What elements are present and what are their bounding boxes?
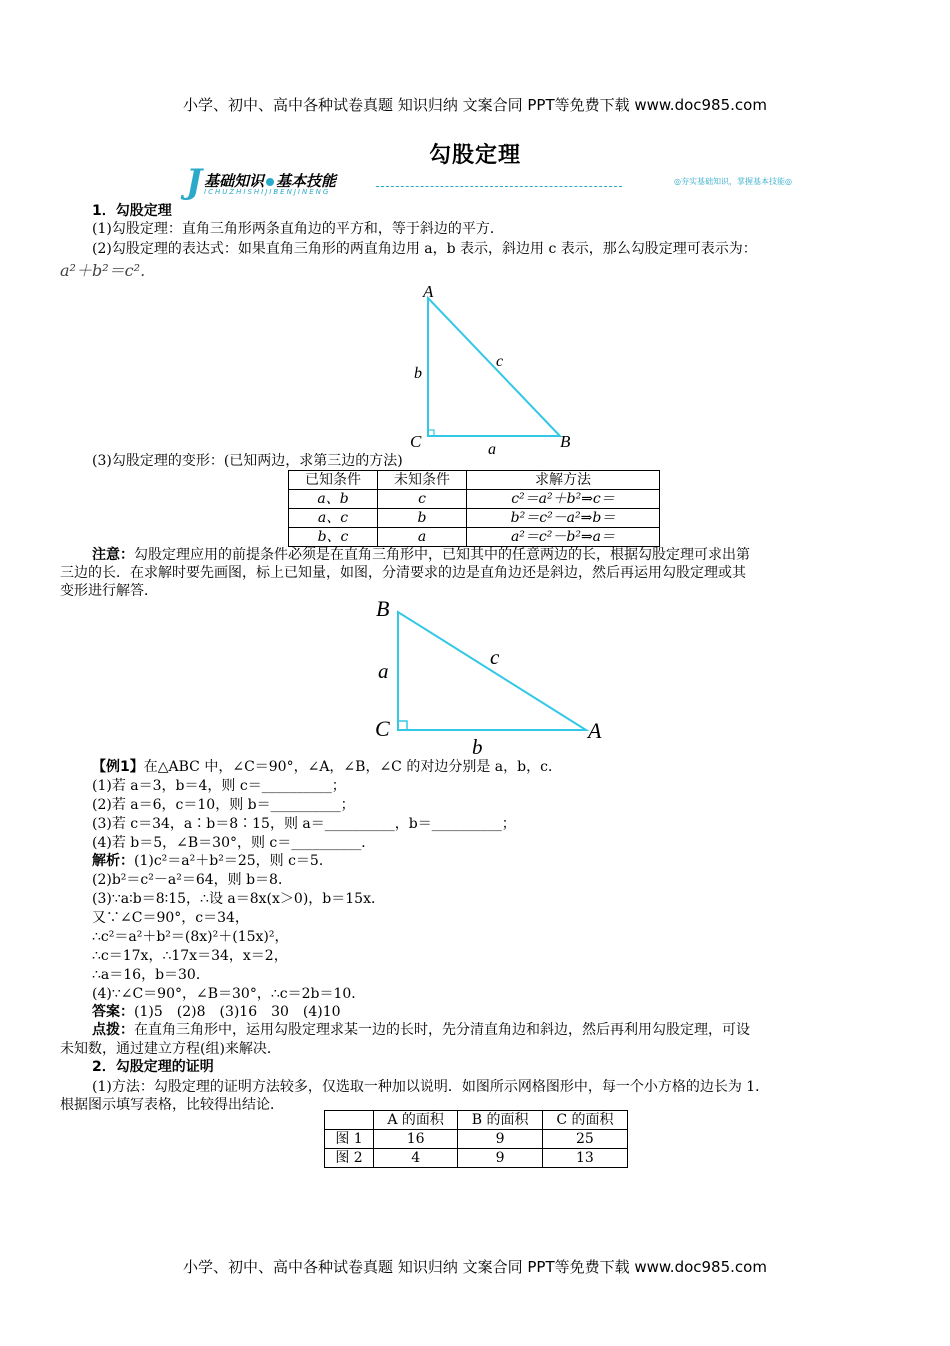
example-stem: 在△ABC 中，∠C＝90°，∠A，∠B，∠C 的对边分别是 a，b，c． xyxy=(143,759,562,775)
section2-line1: (1)方法：勾股定理的证明方法较多，仅选取一种加以说明．如图所示网格图形中，每一个小方格的边长为 1． xyxy=(92,1079,770,1095)
section1-heading: 1．勾股定理 xyxy=(92,203,172,219)
analysis-s2: (2)b²＝c²－a²＝64，则 b＝8． xyxy=(92,872,292,888)
table-cell: 16 xyxy=(374,1130,458,1149)
answer-label: 答案： xyxy=(92,1004,134,1020)
table-cell: c xyxy=(378,490,467,509)
table-header-cell: A 的面积 xyxy=(374,1111,458,1130)
table-cell: 4 xyxy=(374,1149,458,1168)
table-cell: 25 xyxy=(542,1130,627,1149)
table-header-cell: C 的面积 xyxy=(542,1111,627,1130)
table-row xyxy=(289,490,660,509)
note-line3: 变形进行解答． xyxy=(60,583,158,599)
table-header-row xyxy=(325,1111,628,1130)
tip-text: 在直角三角形中，运用勾股定理求某一边的长时，先分清直角边和斜边，然后再利用勾股定理，可设 xyxy=(134,1022,750,1038)
note-line2: 三边的长．在求解时要先画图，标上已知量，如图，分清要求的边是直角边还是斜边，然后再运用勾股定理或其 xyxy=(60,565,746,581)
fig2-label-c: c xyxy=(490,645,500,669)
example-q3: (3)若 c＝34，a∶b＝8∶15，则 a＝__________，b＝__________； xyxy=(92,816,516,832)
table-row xyxy=(325,1130,628,1149)
banner-divider xyxy=(376,186,622,187)
fig2-label-b: b xyxy=(472,735,483,759)
analysis-s1: (1)c²＝a²＋b²＝25，则 c＝5． xyxy=(134,853,333,869)
table-cell: 9 xyxy=(458,1130,543,1149)
table-header-cell: 求解方法 xyxy=(467,471,660,490)
fig1-label-c: c xyxy=(496,353,504,370)
section2-heading: 2．勾股定理的证明 xyxy=(92,1059,214,1075)
analysis-s6: ∴c＝17x，∴17x＝34，x＝2， xyxy=(92,948,288,964)
fig1-label-B: B xyxy=(560,432,571,451)
section1-line1: (1)勾股定理：直角三角形两条直角边的平方和，等于斜边的平方． xyxy=(92,221,504,237)
table-cell: b、c xyxy=(289,528,378,547)
example-q1: (1)若 a＝3，b＝4，则 c＝__________； xyxy=(92,778,346,794)
triangle-1-shape xyxy=(428,298,560,436)
fig1-label-C: C xyxy=(410,432,422,451)
answer-text: (1)5 (2)8 (3)16 30 (4)10 xyxy=(134,1004,341,1020)
table-row xyxy=(289,509,660,528)
table-cell: 图 1 xyxy=(325,1130,374,1149)
variation-table xyxy=(288,470,660,547)
section1-line2: (2)勾股定理的表达式：如果直角三角形的两直角边用 a，b 表示，斜边用 c 表示，那么勾股定理可表示为： xyxy=(92,241,757,257)
table-cell: a、c xyxy=(289,509,378,528)
banner-dot-icon xyxy=(266,178,274,186)
right-angle-marker-2 xyxy=(398,721,407,730)
page-header: 小学、初中、高中各种试卷真题 知识归纳 文案合同 PPT等免费下载 www.doc985.com xyxy=(183,96,767,114)
section-banner xyxy=(186,162,792,202)
banner-title-left: 基础知识 xyxy=(204,172,265,190)
fig2-label-a: a xyxy=(378,659,389,683)
analysis-s8: (4)∵∠C＝90°，∠B＝30°，∴c＝2b＝10． xyxy=(92,986,366,1002)
table-header-cell: 未知条件 xyxy=(378,471,467,490)
table-cell: a²＝c²－b²⇒a＝ xyxy=(467,528,660,547)
pythagoras-formula: a²＋b²＝c²． xyxy=(60,261,156,280)
tip-label: 点拨： xyxy=(92,1022,134,1038)
analysis-s7: ∴a＝16，b＝30． xyxy=(92,967,210,983)
fig2-label-C: C xyxy=(375,716,390,741)
example-q2: (2)若 a＝6，c＝10，则 b＝__________； xyxy=(92,797,355,813)
table-header-cell: 已知条件 xyxy=(289,471,378,490)
tip-line1 xyxy=(92,1021,750,1039)
analysis-label: 解析： xyxy=(92,853,134,869)
table-cell: 图 2 xyxy=(325,1149,374,1168)
note-line1 xyxy=(92,546,750,564)
page-title: 勾股定理 xyxy=(428,143,521,168)
tip-line2: 未知数，通过建立方程(组)来解决． xyxy=(60,1041,281,1057)
analysis-s5: ∴c²＝a²＋b²＝(8x)²＋(15x)²， xyxy=(92,929,289,945)
table-cell: a xyxy=(378,528,467,547)
note-text: 勾股定理应用的前提条件必须是在直角三角形中，已知其中的任意两边的长，根据勾股定理可求出第 xyxy=(134,547,750,563)
page-footer: 小学、初中、高中各种试卷真题 知识归纳 文案合同 PPT等免费下载 www.doc985.com xyxy=(183,1258,767,1276)
table-row xyxy=(289,528,660,547)
banner-subtitle: ICHUZHISHIJIBENJINENG xyxy=(204,188,331,196)
triangle-2-shape xyxy=(398,612,586,730)
banner-title-right: 基本技能 xyxy=(276,172,337,190)
analysis-s3: (3)∵a∶b＝8∶15，∴设 a＝8x(x＞0)，b＝15x． xyxy=(92,891,385,907)
answer-line xyxy=(92,1003,341,1021)
table-cell: a、b xyxy=(289,490,378,509)
note-label: 注意： xyxy=(92,547,134,563)
triangle-figure-2 xyxy=(370,594,620,760)
analysis-s4: 又∵∠C＝90°，c＝34， xyxy=(92,910,249,926)
table-header-cell xyxy=(325,1111,374,1130)
table-cell: 13 xyxy=(542,1149,627,1168)
banner-logo: J xyxy=(186,162,203,202)
fig1-label-b: b xyxy=(414,365,422,382)
section2-line2: 根据图示填写表格，比较得出结论． xyxy=(60,1097,284,1113)
table-header-row xyxy=(289,471,660,490)
analysis-line1 xyxy=(92,852,333,870)
example-q4: (4)若 b＝5，∠B＝30°，则 c＝__________． xyxy=(92,835,376,851)
table-cell: 9 xyxy=(458,1149,543,1168)
section1-line3: (3)勾股定理的变形：(已知两边，求第三边的方法) xyxy=(92,453,403,469)
table-header-cell: B 的面积 xyxy=(458,1111,543,1130)
example-label: 【例1】 xyxy=(92,759,144,775)
fig1-label-A: A xyxy=(423,282,434,301)
fig2-label-A: A xyxy=(588,718,602,743)
table-cell: b xyxy=(378,509,467,528)
example-stem-line xyxy=(92,758,562,776)
table-cell: c²＝a²＋b²⇒c＝ xyxy=(467,490,660,509)
area-table xyxy=(324,1110,628,1168)
triangle-figure-1 xyxy=(400,278,590,458)
fig2-label-B: B xyxy=(376,596,390,621)
table-cell: b²＝c²－a²⇒b＝ xyxy=(467,509,660,528)
table-row xyxy=(325,1149,628,1168)
banner-note: ◎夯实基础知识，掌握基本技能◎ xyxy=(674,177,792,186)
fig1-label-a: a xyxy=(488,441,496,458)
